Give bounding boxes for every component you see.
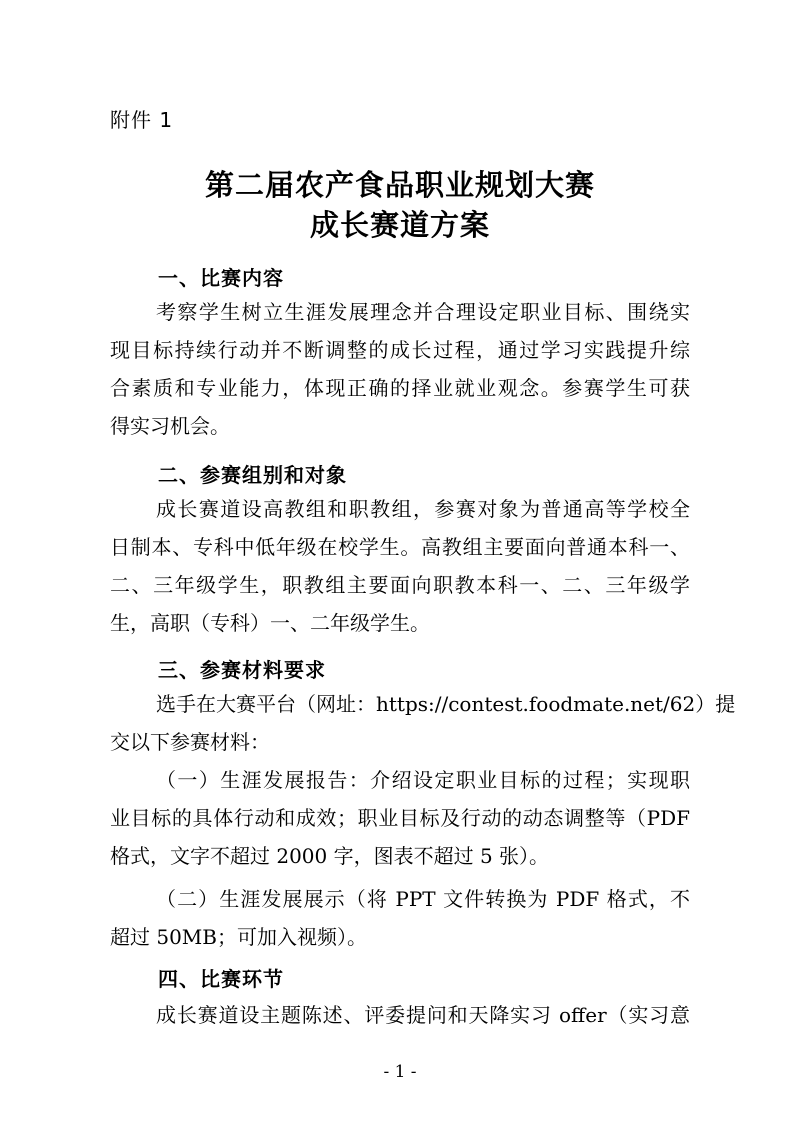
paragraph-line: 得实习机会。 bbox=[110, 414, 230, 438]
paragraph-line: 合素质和专业能力，体现正确的择业就业观念。参赛学生可获 bbox=[110, 376, 690, 400]
paragraph-line: 格式，文字不超过 2000 字，图表不超过 5 张）。 bbox=[110, 844, 550, 868]
paragraph-line: 成长赛道设主题陈述、评委提问和天降实习 offer（实习意 bbox=[156, 1003, 690, 1027]
document-title-line2: 成长赛道方案 bbox=[309, 208, 490, 242]
paragraph-line: 超过 50MB；可加入视频）。 bbox=[110, 925, 367, 949]
section-heading-stages: 四、比赛环节 bbox=[158, 967, 284, 991]
document-title-line1: 第二届农产食品职业规划大赛 bbox=[204, 168, 595, 202]
section-content-paragraph bbox=[110, 293, 690, 445]
paragraph-line: 成长赛道设高教组和职教组，参赛对象为普通高等学校全 bbox=[156, 497, 690, 521]
paragraph-line: 现目标持续行动并不断调整的成长过程，通过学习实践提升综 bbox=[110, 338, 690, 362]
section-groups-paragraph bbox=[110, 490, 690, 642]
section-materials-item-2 bbox=[110, 880, 690, 956]
section-heading-groups: 二、参赛组别和对象 bbox=[158, 463, 347, 487]
section-materials-intro bbox=[110, 685, 736, 761]
paragraph-line: 日制本、专科中低年级在校学生。高教组主要面向普通本科一、 bbox=[110, 535, 690, 559]
paragraph-line: 交以下参赛材料： bbox=[110, 730, 270, 754]
paragraph-line: （二）生涯发展展示（将 PPT 文件转换为 PDF 格式，不 bbox=[156, 887, 690, 911]
section-stages-paragraph bbox=[110, 996, 690, 1034]
attachment-label: 附件 1 bbox=[110, 108, 174, 132]
section-heading-materials: 三、参赛材料要求 bbox=[158, 658, 326, 682]
section-materials-item-1 bbox=[110, 761, 690, 875]
page-number: - 1 - bbox=[383, 1062, 417, 1082]
paragraph-line: （一）生涯发展报告：介绍设定职业目标的过程；实现职 bbox=[156, 768, 690, 792]
paragraph-line: 选手在大赛平台（网址：https://contest.foodmate.net/62）提 bbox=[156, 692, 736, 716]
paragraph-line: 考察学生树立生涯发展理念并合理设定职业目标、围绕实 bbox=[156, 300, 690, 324]
paragraph-line: 生，高职（专科）一、二年级学生。 bbox=[110, 611, 430, 635]
paragraph-line: 业目标的具体行动和成效；职业目标及行动的动态调整等（PDF bbox=[110, 806, 690, 830]
paragraph-line: 二、三年级学生，职教组主要面向职教本科一、二、三年级学 bbox=[110, 573, 690, 597]
section-heading-content: 一、比赛内容 bbox=[158, 266, 284, 290]
